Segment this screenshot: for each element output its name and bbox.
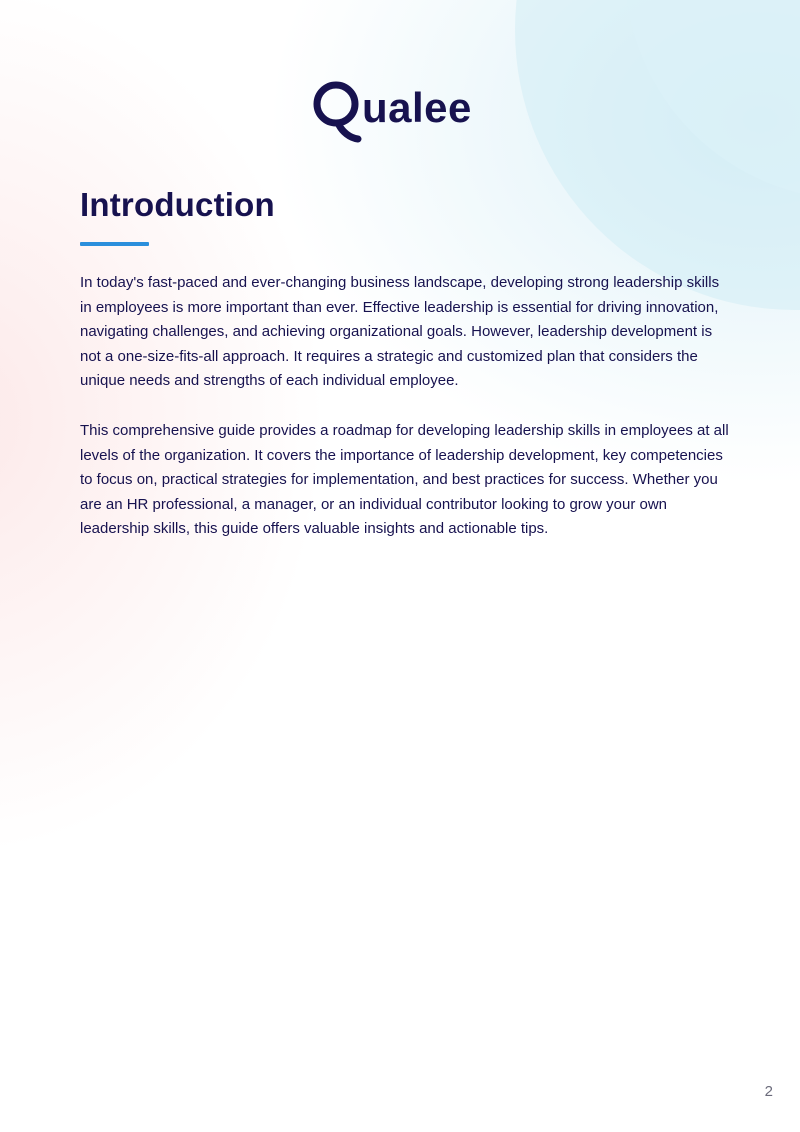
intro-paragraph-2: This comprehensive guide provides a roadmap for developing leadership skills in employees at all levels of the organization. It covers the importance of leadership development, key competencies to focus on, practical strategies for implementation, and best practices for success. Whether you are an HR professional, a manager, or an individual contributor looking to grow your own leadership skills, this guide offers valuable insights and actionable tips. — [80, 421, 729, 538]
decorative-circle-inner — [625, 0, 800, 200]
page-number: 2 — [764, 1083, 773, 1100]
decorative-circle-outer — [515, 0, 800, 310]
intro-paragraph-1: In today's fast-paced and ever-changing business landscape, developing strong leadership skills in employees is more important than ever. Effective leadership is essential for driving innovation, navigating challenges, and achieving organizational goals. However, leadership development is not a one-size-fits-all approach. It requires a strategic and customized plan that considers the unique needs and strengths of each individual employee. — [80, 274, 720, 390]
section-title: Introduction — [80, 186, 275, 223]
title-underline — [80, 242, 149, 246]
logo-wordmark: ualee — [362, 84, 472, 131]
section-body — [80, 271, 730, 567]
qualee-logo — [312, 76, 492, 146]
